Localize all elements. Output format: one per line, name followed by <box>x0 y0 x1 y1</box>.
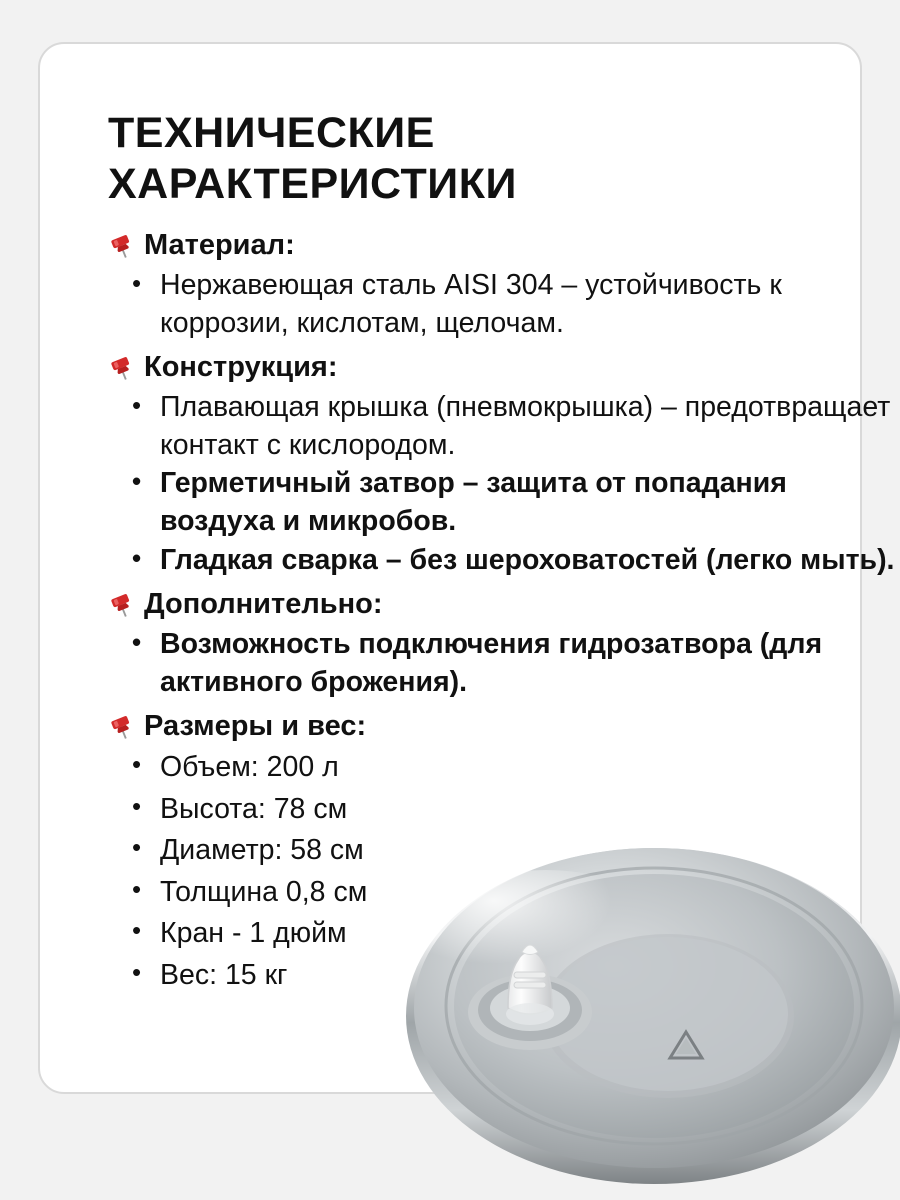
page-title: ТЕХНИЧЕСКИЕ ХАРАКТЕРИСТИКИ <box>108 109 517 208</box>
list-item: • Кран - 1 дюйм <box>130 913 898 953</box>
section-heading <box>108 586 898 624</box>
pushpin-icon <box>108 590 138 620</box>
section-heading-label: Материал: <box>144 229 295 262</box>
spec-section-additional <box>108 586 898 701</box>
spec-section-construction <box>108 349 898 580</box>
pushpin-icon <box>108 231 138 261</box>
list-item: • Герметичный затвор – защита от попадания воздуха и микробов. <box>130 465 898 541</box>
list-item: • Возможность подключения гидрозатвора (для активного брожения). <box>130 626 898 702</box>
section-heading-label: Конструкция: <box>144 350 338 383</box>
list-item: • Вес: 15 кг <box>130 955 898 995</box>
section-heading <box>108 708 898 746</box>
pushpin-icon <box>108 712 138 742</box>
list-item: • Толщина 0,8 см <box>130 872 898 912</box>
list-item: • Плавающая крышка (пневмокрышка) – предотвращает контакт с кислородом. <box>130 389 898 465</box>
section-heading <box>108 349 898 387</box>
list-item: • Диаметр: 58 см <box>130 830 898 870</box>
list-item: • Нержавеющая сталь AISI 304 – устойчивость к коррозии, кислотам, щелочам. <box>130 267 898 343</box>
section-heading-label: Размеры и вес: <box>144 709 367 742</box>
spec-section-material <box>108 227 898 342</box>
pushpin-icon <box>108 353 138 383</box>
section-list <box>108 626 898 702</box>
section-heading-label: Дополнительно: <box>144 588 383 621</box>
section-heading <box>108 227 898 265</box>
list-item: • Высота: 78 см <box>130 789 898 829</box>
section-list <box>108 267 898 343</box>
stainless-steel-lid-photo <box>396 830 900 1190</box>
list-item: • Гладкая сварка – без шероховатостей (легко мыть). <box>130 542 898 580</box>
section-list <box>108 389 898 580</box>
list-item: • Объем: 200 л <box>130 747 898 787</box>
